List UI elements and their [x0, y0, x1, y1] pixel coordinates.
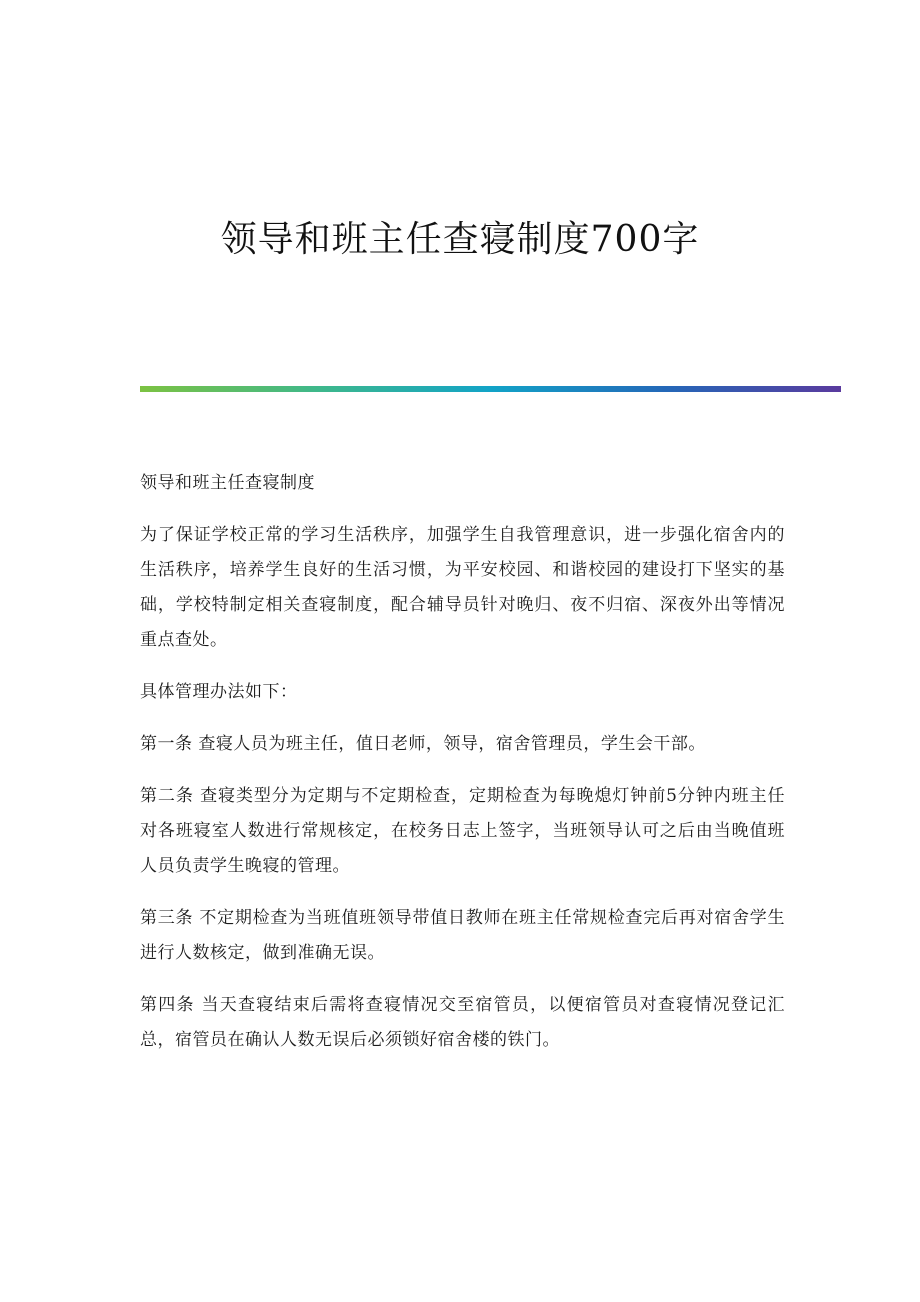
- document-body: [140, 466, 785, 1075]
- gradient-divider: [140, 386, 841, 392]
- article-3: 第三条 不定期检查为当班值班领导带值日教师在班主任常规检查完后再对宿舍学生进行人数核定，做到准确无误。: [140, 908, 785, 963]
- section-heading: 领导和班主任查寝制度: [140, 473, 315, 493]
- intro-paragraph: 为了保证学校正常的学习生活秩序，加强学生自我管理意识，进一步强化宿舍内的生活秩序，培养学生良好的生活习惯，为平安校园、和谐校园的建设打下坚实的基础，学校特制定相关查寝制度，配合辅导员针对晚归、夜不归宿、深夜外出等情况重点查处。: [140, 525, 785, 650]
- management-intro: 具体管理办法如下：: [140, 682, 298, 702]
- article-4: 第四条 当天查寝结束后需将查寝情况交至宿管员，以便宿管员对查寝情况登记汇总，宿管员在确认人数无误后必须锁好宿舍楼的铁门。: [140, 995, 785, 1050]
- document-title: 领导和班主任查寝制度700字: [220, 219, 700, 260]
- article-1: 第一条 查寝人员为班主任，值日老师，领导，宿舍管理员，学生会干部。: [140, 734, 706, 754]
- article-2: 第二条 查寝类型分为定期与不定期检查，定期检查为每晚熄灯钟前5分钟内班主任对各班寝室人数进行常规核定，在校务日志上签字，当班领导认可之后由当晚值班人员负责学生晚寝的管理。: [140, 786, 785, 876]
